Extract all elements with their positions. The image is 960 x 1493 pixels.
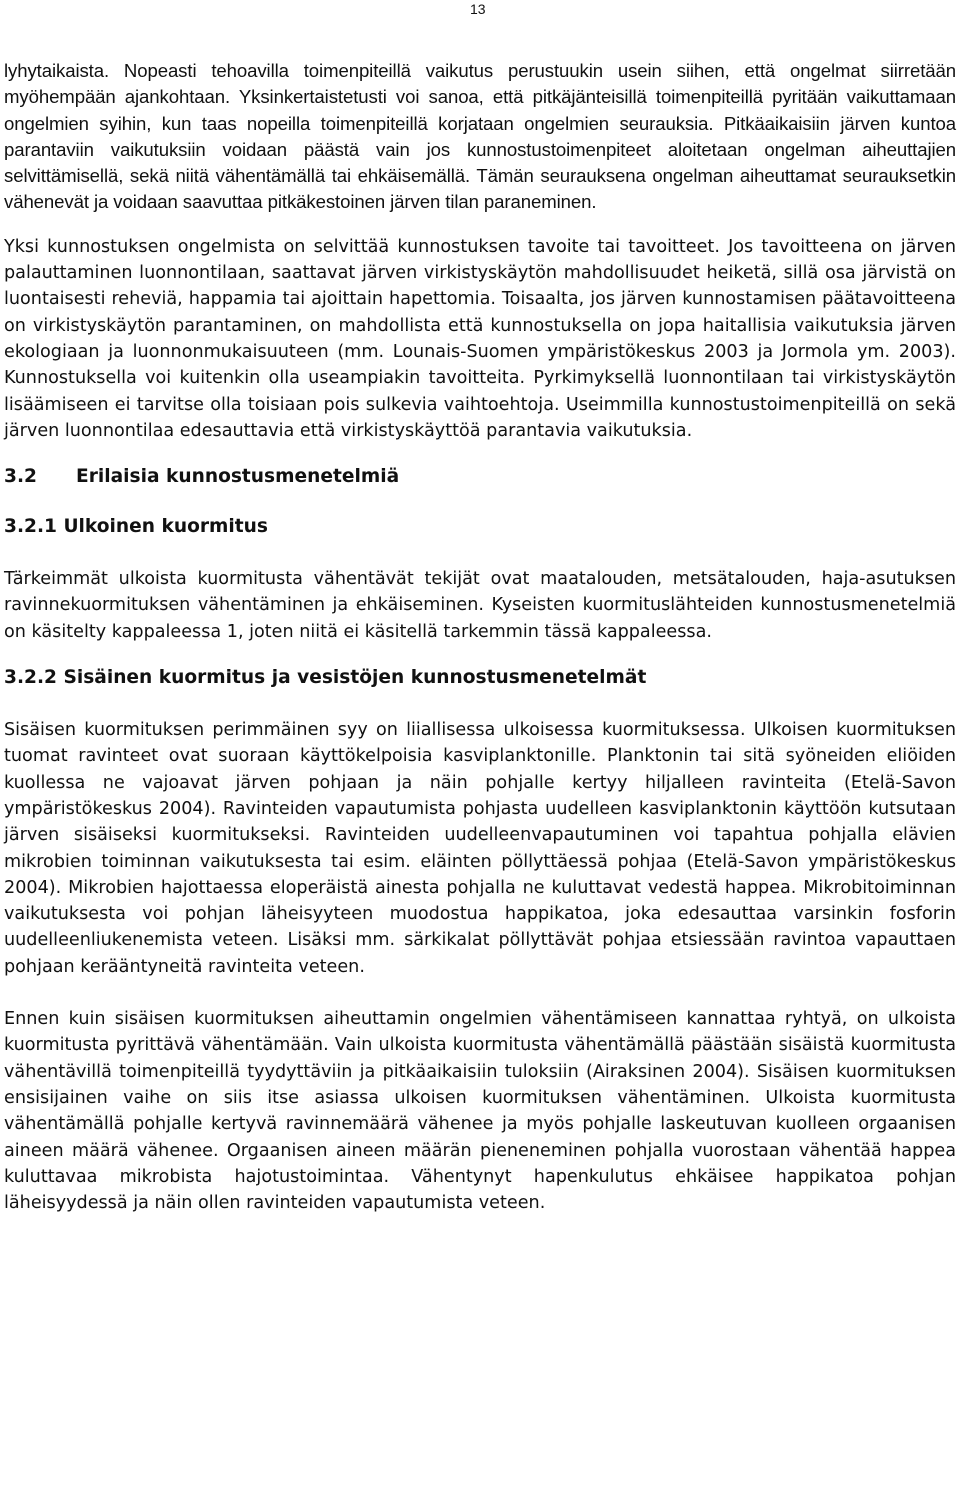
section-title: Sisäinen kuormitus ja vesistöjen kunnostusmenetelmät xyxy=(63,667,647,689)
section-number: 3.2.2 xyxy=(4,667,57,689)
section-title: Ulkoinen kuormitus xyxy=(63,516,268,538)
page-number: 13 xyxy=(470,1,486,17)
paragraph-reduce-external-first: Ennen kuin sisäisen kuormituksen aiheuttamin ongelmien vähentämiseen kannattaa ryhtyä, on ulkoista kuormitusta pyrittävä vähentämään. Vain ulkoista kuormitusta vähentämällä päästään sisäistä kuormitusta vähentävillä toimenpiteillä tyydyttäviin ja pitkäaikaisiin tuloksiin (Airaksinen 2004). Sisäisen kuormituksen ensisijainen vaihe on siis itse asiassa ulkoisen kuormituksen vähentäminen. Ulkoista kuormitusta vähentämällä pohjalle kertyvä ravinnemäärä vähenee ja myös pohjalle laskeutuvan kuolleen orgaanisen aineen määrä vähenee. Orgaanisen aineen määrän pieneneminen pohjalla vuorostaan vähentää happea kuluttavaa mikrobista hajotustoimintaa. Vähentynyt hapenkulutus ehkäisee happikatoa pohjan läheisyydessä ja näin ollen ravinteiden vapautumista veteen. xyxy=(4,1009,956,1214)
section-heading-3-2 xyxy=(4,464,956,490)
paragraph-external-load: Tärkeimmät ulkoista kuormitusta vähentävät tekijät ovat maatalouden, metsätalouden, haja-asutuksen ravinnekuormituksen vähentäminen ja ehkäiseminen. Kyseisten kuormituslähteiden kunnostusmenetelmiä on käsitelty kappaleessa 1, joten niitä ei käsitellä tarkemmin tässä kappaleessa. xyxy=(4,569,956,642)
section-number: 3.2.1 xyxy=(4,516,57,538)
section-number: 3.2 xyxy=(4,466,37,488)
section-title: Erilaisia kunnostusmenetelmiä xyxy=(76,466,400,488)
paragraph-intro: lyhytaikaista. Nopeasti tehoavilla toimenpiteillä vaikutus perustuukin usein siihen, että ongelmat siirretään myöhempään ajankohtaan. Yksinkertaistetusti voi sanoa, että pitkäjänteisillä toimenpiteillä pyritään vaikuttamaan ongelmien syihin, kun taas nopeilla toimenpiteillä korjataan ongelmien seurauksia. Pitkäaikaisiin järven kuntoa parantaviin vaikutuksiin voidaan päästä vain jos kunnostustoimenpiteet aloitetaan ongelman aiheuttajien selvittämisellä, sekä niitä vähentämällä tai ehkäisemällä. Tämän seurauksena ongelman aiheuttamat seurauksetkin vähenevät ja voidaan saavuttaa pitkäkestoinen järven tilan paraneminen. xyxy=(4,60,956,213)
paragraph-restoration-goals: Yksi kunnostuksen ongelmista on selvittää kunnostuksen tavoite tai tavoitteet. Jos tavoitteena on järven palauttaminen luonnontilaan, saattavat järven virkistyskäytön mahdollisuudet heiketä, sillä osa järvistä on luontaisesti reheviä, happamia tai ajoittain hapettomia. Toisaalta, jos järven kunnostamisen päätavoitteena on virkistyskäytön parantaminen, on mahdollista että kunnostuksella on jopa haitallisia vaikutuksia järven ekologiaan ja luonnonmukaisuuteen (mm. Lounais-Suomen ympäristökeskus 2003 ja Jormola ym. 2003). Kunnostuksella voi kuitenkin olla useampiakin tavoitteita. Pyrkimyksellä luonnontilaan tai virkistyskäytön lisäämiseen ei tarvitse olla toisiaan pois sulkevia vaihtoehtoja. Useimmilla kunnostustoimenpiteillä on sekä järven luonnontilaa edesauttavia että virkistyskäyttöä parantavia vaikutuksia. xyxy=(4,236,956,441)
document-body xyxy=(4,58,956,1216)
paragraph-internal-load: Sisäisen kuormituksen perimmäinen syy on liiallisessa ulkoisessa kuormituksessa. Ulkoisen kuormituksen tuomat ravinteet ovat suoraan käyttökelpoisia kasviplanktonille. Planktonin tai sitä syöneiden eliöiden kuollessa ne vajoavat järven pohjaan ja näin pohjalle kertyy hiljalleen ravinteita (Etelä-Savon ympäristökeskus 2004). Ravinteiden vapautumista pohjasta uudelleen kasviplanktonin käyttöön kutsutaan järven sisäiseksi kuormitukseksi. Ravinteiden uudelleenvapautuminen voi tapahtua pohjalla elävien mikrobien toiminnan vaikutuksesta tai esim. eläinten pöllyttäessä pohjaa (Etelä-Savon ympäristökeskus 2004). Mikrobien hajottaessa eloperäistä ainesta pohjalla ne kuluttavat vedestä happea. Mikrobitoiminnan vaikutuksesta voi pohjan läheisyyteen muodostua happikatoa, joka edesauttaa varsinkin fosforin uudelleenliukenemista veteen. Lisäksi mm. särkikalat pöllyttävät pohjaa etsiessään ravintoa vapauttaen pohjaan kerääntyneitä ravinteita veteen. xyxy=(4,720,956,977)
section-heading-3-2-2 xyxy=(4,665,956,691)
section-heading-3-2-1 xyxy=(4,514,956,540)
